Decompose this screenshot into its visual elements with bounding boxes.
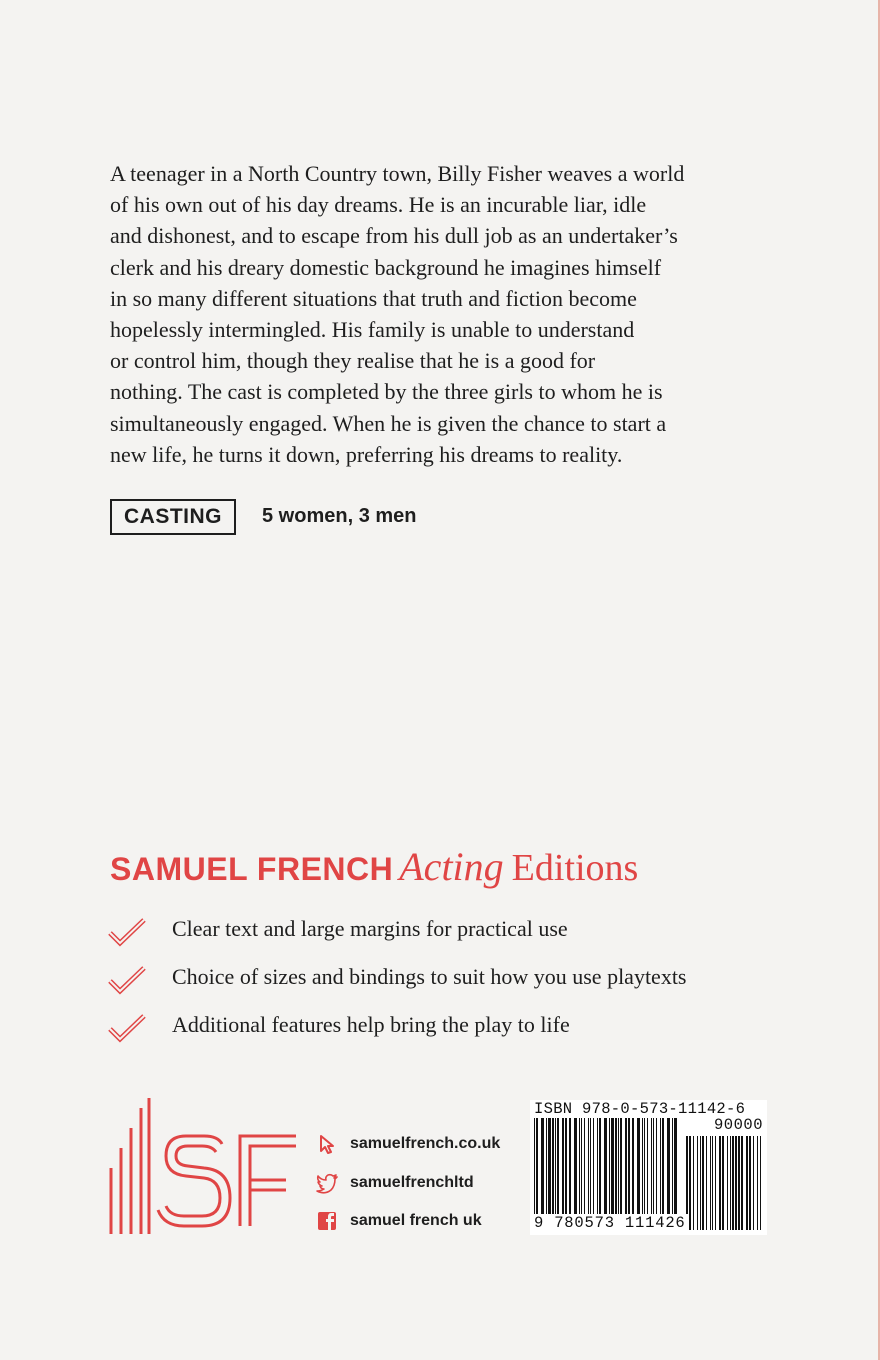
barcode-addon-bar: [732, 1136, 734, 1230]
heading-editions: Editions: [511, 847, 639, 889]
casting-label: CASTING: [110, 499, 236, 535]
barcode-bar: [642, 1118, 643, 1214]
website-link[interactable]: [316, 1129, 526, 1159]
blurb-line: and dishonest, and to escape from his dull job as an undertaker’s: [110, 223, 678, 249]
feature-text: Choice of sizes and bindings to suit how you use playtexts: [172, 964, 687, 989]
barcode-addon-bar: [741, 1136, 743, 1230]
barcode-bar: [574, 1118, 577, 1214]
barcode-bar: [632, 1118, 634, 1214]
barcode-bar: [555, 1118, 556, 1214]
barcode-addon-bar: [760, 1136, 761, 1230]
barcode-addon-bar: [746, 1136, 748, 1230]
blurb-line: in so many different situations that truth and fiction become: [110, 285, 637, 311]
blurb-line: nothing. The cast is completed by the three girls to whom he is: [110, 379, 663, 405]
feature-text: Clear text and large margins for practical use: [172, 916, 568, 941]
blurb-line: clerk and his dreary domestic background he imagines himself: [110, 254, 662, 280]
barcode-addon-bar: [712, 1136, 713, 1230]
barcode-bar: [557, 1118, 559, 1214]
barcode-bar: [581, 1118, 582, 1214]
barcode-bar: [651, 1118, 652, 1214]
barcode-bar: [618, 1118, 619, 1214]
barcode-bar: [541, 1118, 544, 1214]
barcode-bar: [620, 1118, 622, 1214]
isbn-barcode: [530, 1100, 767, 1235]
barcode-addon-bar: [702, 1136, 704, 1230]
barcode-bar: [569, 1118, 571, 1214]
checkmark-icon: [108, 965, 146, 995]
heading-brand: SAMUEL FRENCH: [110, 851, 394, 887]
barcode-bar: [611, 1118, 614, 1214]
barcode-addon-bar: [730, 1136, 731, 1230]
barcode-bar: [653, 1118, 654, 1214]
barcode-bar: [584, 1118, 585, 1214]
barcode-addon-bar: [735, 1136, 737, 1230]
barcode-bar: [546, 1118, 547, 1214]
barcode-addon-bar: [715, 1136, 716, 1230]
barcode-bar: [599, 1118, 601, 1214]
barcode-bar: [536, 1118, 538, 1222]
checkmark-icon: [108, 917, 146, 947]
isbn-digits: 9 780573 111426: [534, 1214, 689, 1232]
blurb-line: new life, he turns it down, preferring his dreams to reality.: [110, 441, 623, 467]
barcode-bar: [647, 1118, 648, 1214]
twitter-label: samuelfrenchltd: [350, 1174, 474, 1191]
barcode-bar: [637, 1118, 640, 1214]
barcode-bar: [565, 1118, 567, 1214]
feature-item: [108, 912, 808, 952]
barcode-bar: [609, 1118, 610, 1214]
facebook-icon: [316, 1210, 338, 1232]
blurb-line: A teenager in a North Country town, Billy Fisher weaves a world: [110, 161, 685, 186]
barcode-addon-bar: [710, 1136, 711, 1230]
barcode-bar: [672, 1118, 673, 1214]
feature-item: [108, 960, 808, 1000]
barcode-bar: [628, 1118, 630, 1214]
barcode-bar: [644, 1118, 645, 1214]
barcode-addon-bar: [697, 1136, 698, 1230]
barcode-bar: [660, 1118, 661, 1214]
barcode-addon-bar: [689, 1136, 691, 1230]
feature-text: Additional features help bring the play to life: [172, 1012, 570, 1037]
barcode-bar: [548, 1118, 551, 1214]
twitter-link[interactable]: [316, 1168, 526, 1198]
barcode-bar: [590, 1118, 591, 1214]
barcode-bar: [615, 1118, 617, 1214]
barcode-bar: [674, 1118, 677, 1222]
blurb-line: simultaneously engaged. When he is given the chance to start a: [110, 410, 667, 436]
barcode-addon-bar: [727, 1136, 728, 1230]
barcode-addon-bar: [722, 1136, 724, 1230]
facebook-link[interactable]: [316, 1206, 526, 1236]
isbn-addon: 90000: [713, 1116, 763, 1134]
barcode-bar: [662, 1118, 664, 1214]
barcode-addon-bar: [753, 1136, 754, 1230]
acting-editions-heading: [110, 843, 638, 890]
barcode-bar: [588, 1118, 589, 1214]
barcode-bar: [597, 1118, 598, 1214]
casting-value: 5 women, 3 men: [262, 505, 417, 527]
barcode-addon-bar: [757, 1136, 758, 1230]
barcode-bar: [667, 1118, 670, 1214]
casting-row: [110, 498, 417, 535]
barcode-addon-bar: [738, 1136, 740, 1230]
barcode-bar: [534, 1118, 535, 1222]
blurb-line: hopelessly intermingled. His family is unable to understand: [110, 317, 635, 343]
barcode-addon-bar: [706, 1136, 707, 1230]
twitter-icon: [316, 1172, 338, 1194]
barcode-addon-bar: [719, 1136, 721, 1230]
feature-item: [108, 1008, 808, 1048]
barcode-bar: [656, 1118, 657, 1214]
checkmark-icon: [108, 1013, 146, 1043]
barcode-bar: [552, 1118, 554, 1214]
barcode-addon-bar: [700, 1136, 701, 1230]
barcode-bar: [579, 1118, 580, 1214]
heading-acting: Acting: [399, 844, 504, 889]
blurb-line: of his own out of his day dreams. He is an incurable liar, idle: [110, 192, 647, 218]
barcode-bar: [625, 1118, 627, 1214]
barcode-bar: [604, 1118, 607, 1222]
website-label: samuelfrench.co.uk: [350, 1135, 501, 1152]
blurb: [110, 158, 770, 470]
barcode-addon-bar: [749, 1136, 751, 1230]
blurb-line: or control him, though they realise that he is a good for: [110, 348, 596, 374]
barcode-bar: [562, 1118, 564, 1214]
barcode-addon-bar: [693, 1136, 694, 1230]
isbn-label: ISBN 978-0-573-11142-6: [534, 1100, 746, 1118]
samuel-french-logo: [108, 1098, 298, 1243]
facebook-label: samuel french uk: [350, 1212, 482, 1229]
barcode-bar: [593, 1118, 594, 1214]
cursor-icon: [316, 1133, 338, 1155]
